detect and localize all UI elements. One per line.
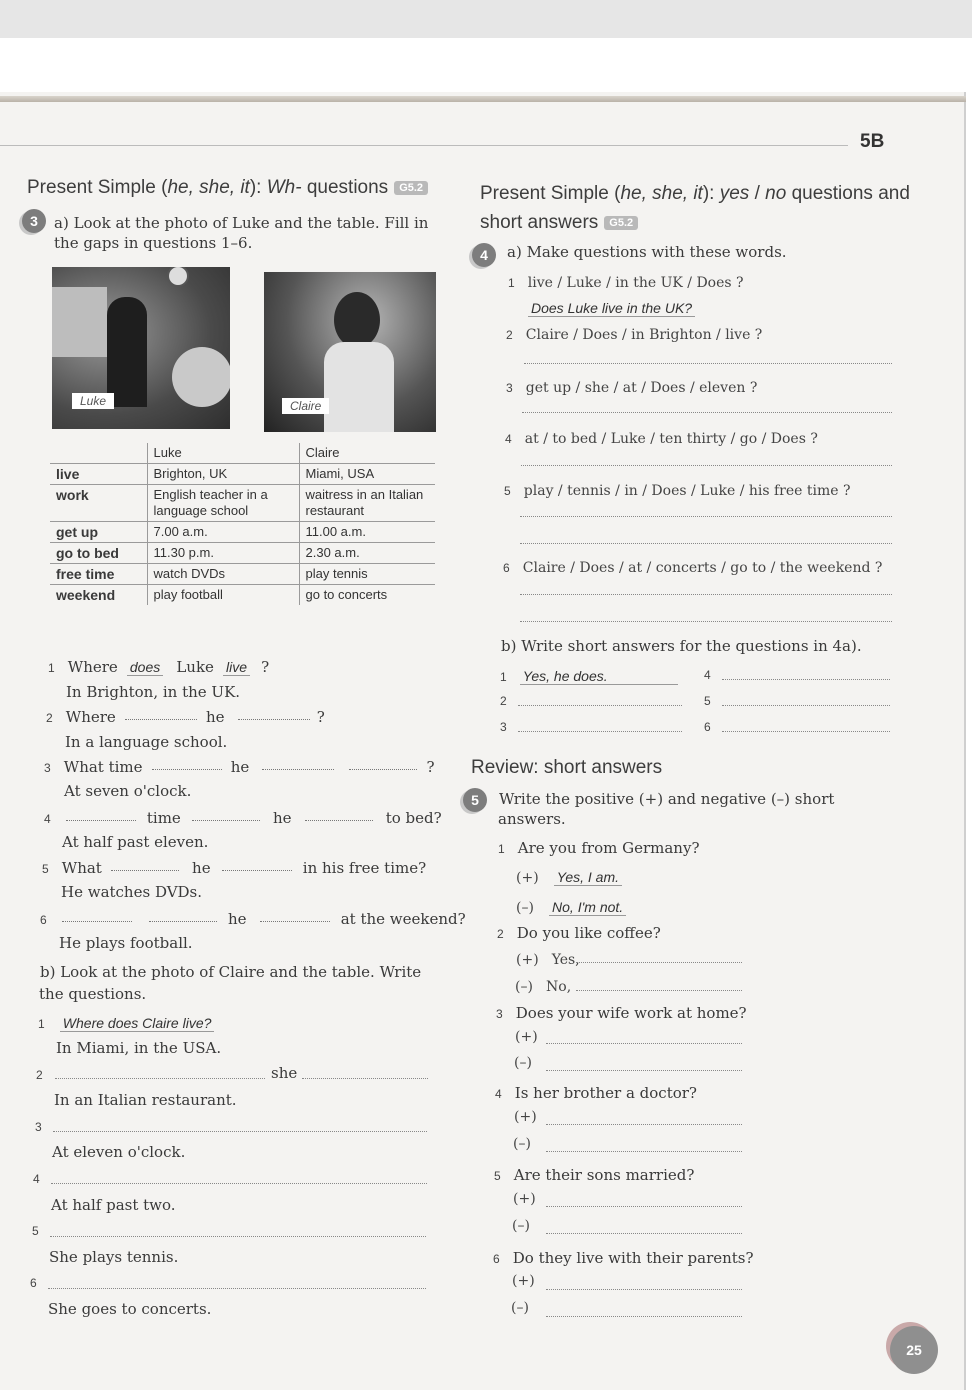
negative-marker: (–) [513, 1136, 531, 1152]
ex5-negative-row [516, 897, 626, 916]
q-number: 5 [704, 694, 711, 708]
photo-body [324, 342, 394, 432]
q-text: Do you like coffee? [516, 924, 661, 942]
answer-blank[interactable] [305, 820, 373, 821]
q-number: 4 [33, 1172, 40, 1186]
ex3b-a1: In Miami, in the USA. [56, 1039, 222, 1057]
ex3b-instruction-line2: the questions. [39, 985, 147, 1003]
table-cell-luke: play football [147, 585, 299, 606]
table-row [50, 464, 435, 485]
table-row [50, 522, 435, 543]
info-table [50, 443, 435, 605]
q-word: he [230, 758, 250, 776]
q-answer[interactable]: Where does Claire live? [60, 1015, 215, 1032]
ex3b-a4: At half past two. [51, 1196, 176, 1214]
answer-blank[interactable] [518, 705, 682, 706]
q-prompt: Claire / Does / in Brighton / live ? [525, 327, 763, 343]
q-prompt: live / Luke / in the UK / Does ? [527, 275, 744, 291]
table-row [50, 585, 435, 606]
q-answer[interactable]: does [127, 659, 163, 676]
table-cell-luke: 11.30 p.m. [147, 543, 299, 564]
title-text-it: he, she, it [620, 183, 703, 204]
ex3b-a3: At eleven o'clock. [52, 1143, 186, 1161]
q-number: 4 [704, 668, 711, 682]
q-number: 4 [495, 1087, 502, 1101]
q-number: 2 [46, 711, 53, 725]
q-text: Are you from Germany? [517, 839, 700, 857]
ex3a-a6: He plays football. [59, 934, 193, 952]
negative-marker: (–) [516, 900, 534, 916]
q-number: 5 [42, 862, 49, 876]
positive-marker: (+) [513, 1191, 536, 1207]
ex3b-q1 [38, 1013, 214, 1032]
positive-marker: (+) [514, 1109, 537, 1125]
table-header-luke: Luke [147, 443, 299, 464]
positive-marker: (+) [516, 870, 539, 886]
title-text-it3: no [765, 183, 787, 204]
table-row-label: live [50, 464, 147, 485]
title-text-it2: yes [719, 183, 750, 204]
ex5-question [495, 1083, 697, 1102]
ex3a-q1 [48, 657, 269, 676]
answer-blank[interactable] [66, 820, 136, 821]
answer-prefix: Yes, [551, 952, 580, 968]
table-row-label: weekend [50, 585, 147, 606]
unit-label: 5B [860, 131, 885, 152]
q-number: 3 [44, 761, 51, 775]
table-cell-claire: 11.00 a.m. [299, 522, 435, 543]
q-number: 6 [30, 1276, 37, 1290]
right-section-title-line2 [480, 212, 638, 234]
q-number: 3 [500, 720, 507, 734]
title-text-post: questions [301, 177, 389, 198]
answer-blank[interactable] [349, 769, 417, 770]
answer-blank[interactable] [546, 1316, 742, 1317]
q-end: ? [316, 708, 325, 726]
ex5-question [496, 1003, 747, 1022]
ex5-question [497, 923, 661, 942]
answer-blank[interactable] [62, 921, 132, 922]
title-text-slash: / [749, 183, 766, 204]
page-top-rule [0, 96, 966, 102]
ex3b-a5: She plays tennis. [49, 1248, 179, 1266]
answer-blank[interactable] [546, 1043, 742, 1044]
q-prompt: Claire / Does / at / concerts / go to / the weekend ? [522, 560, 883, 576]
table-cell-claire: 2.30 a.m. [299, 543, 435, 564]
answer-blank[interactable] [111, 870, 179, 871]
grammar-ref-badge[interactable]: G5.2 [604, 216, 638, 230]
ex3a-a4: At half past eleven. [62, 833, 209, 851]
ex5-question [498, 838, 699, 857]
negative-marker: (–) [511, 1300, 529, 1316]
q-prompt: at / to bed / Luke / ten thirty / go / Does ? [524, 431, 818, 447]
answer-blank[interactable] [522, 412, 892, 413]
ex4a-item [506, 324, 762, 343]
header-rule [0, 145, 848, 146]
ex3a-a5: He watches DVDs. [61, 883, 203, 901]
answer-blank[interactable] [546, 1124, 742, 1125]
table-row-label: get up [50, 522, 147, 543]
photo-person [334, 292, 380, 348]
q-answer[interactable]: Yes, he does. [520, 668, 678, 685]
q-end: ? [261, 658, 270, 676]
q-word: What [61, 859, 102, 877]
q-answer[interactable]: Does Luke live in the UK? [528, 300, 695, 317]
q-number: 6 [40, 913, 47, 927]
answer-blank[interactable] [520, 594, 892, 595]
answer-blank[interactable] [520, 621, 892, 622]
ex3a-a1: In Brighton, in the UK. [66, 683, 241, 701]
answer-blank[interactable] [546, 1206, 742, 1207]
table-cell-luke: 7.00 a.m. [147, 522, 299, 543]
table-row [50, 485, 435, 522]
q-number: 1 [48, 661, 55, 675]
photo-clock [167, 267, 189, 287]
photo-caption-luke: Luke [72, 393, 114, 409]
ex5-instruction-line2: answers. [498, 810, 566, 828]
q-number: 1 [38, 1017, 45, 1031]
answer-blank[interactable] [722, 731, 890, 732]
ex3a-q6 [40, 909, 466, 928]
q-word: to bed? [385, 809, 442, 827]
q-number: 2 [36, 1068, 43, 1082]
table-cell-luke: English teacher in a language school [147, 485, 299, 522]
q-number: 2 [506, 328, 513, 342]
q-number: 5 [32, 1224, 39, 1238]
q-end: ? [426, 758, 435, 776]
answer-blank[interactable] [546, 1070, 742, 1071]
q-word: he [227, 910, 247, 928]
title-text-pre: Present Simple ( [480, 183, 621, 204]
answer-blank[interactable] [48, 1288, 426, 1289]
ex3a-q3 [44, 757, 435, 776]
answer-blank[interactable] [576, 990, 742, 991]
positive-marker: (+) [516, 952, 539, 968]
answer-blank[interactable] [238, 719, 310, 720]
q-number: 6 [503, 561, 510, 575]
photo-window [52, 287, 107, 357]
scan-top-band [0, 0, 972, 38]
photo-person [107, 297, 147, 407]
ex3a-a2: In a language school. [65, 733, 228, 751]
q-number: 3 [496, 1007, 503, 1021]
title-text-it: he, she, it [167, 177, 250, 198]
ex4a-item [505, 428, 818, 447]
q-word: Where [67, 658, 118, 676]
title-text-pre: Present Simple ( [27, 177, 168, 198]
exercise-number: 3 [22, 209, 46, 233]
photo-head [172, 347, 230, 407]
title-text-post: questions and [786, 183, 910, 204]
table-cell-claire: waitress in an Italian restaurant [299, 485, 435, 522]
q-word: in his free time? [302, 859, 427, 877]
title-text-it2: Wh- [266, 177, 302, 198]
q-number: 4 [44, 812, 51, 826]
answer-blank[interactable] [520, 543, 892, 544]
ex4b-instruction: b) Write short answers for the questions in 4a). [501, 637, 862, 655]
table-corner [50, 443, 147, 464]
title-text-mid: ): [249, 177, 267, 198]
q-number: 1 [500, 670, 507, 684]
q-word: time [146, 809, 181, 827]
q-text: Are their sons married? [513, 1166, 695, 1184]
q-number: 6 [704, 720, 711, 734]
answer-blank[interactable] [722, 679, 890, 680]
answer-blank[interactable] [55, 1078, 265, 1079]
ex3a-q5 [42, 858, 426, 877]
q-number: 1 [508, 276, 515, 290]
ex3a-q2 [46, 707, 325, 726]
q-number: 2 [500, 694, 507, 708]
ex3a-a3: At seven o'clock. [64, 782, 192, 800]
q-word: What time [63, 758, 143, 776]
q-word: he [192, 859, 211, 877]
ex5-negative-row [515, 976, 571, 995]
answer-blank[interactable] [521, 465, 892, 466]
q-number: 2 [497, 927, 504, 941]
title-text-mid: ): [702, 183, 720, 204]
exercise-number: 4 [472, 243, 496, 267]
answer-blank[interactable] [152, 769, 222, 770]
answer-blank[interactable] [520, 516, 892, 517]
q-prompt: play / tennis / in / Does / Luke / his free time ? [523, 483, 851, 499]
q-answer[interactable]: No, I'm not. [549, 899, 626, 916]
positive-marker: (+) [512, 1273, 535, 1289]
ex4a-item [506, 377, 757, 396]
table-row-label: work [50, 485, 147, 522]
q-word: he [205, 708, 225, 726]
q-number: 5 [494, 1169, 501, 1183]
answer-blank[interactable] [302, 1078, 428, 1079]
table-row-label: go to bed [50, 543, 147, 564]
answer-blank[interactable] [51, 1183, 427, 1184]
answer-blank[interactable] [722, 705, 890, 706]
ex4a-item [504, 480, 851, 499]
table-cell-luke: watch DVDs [147, 564, 299, 585]
ex3a-instruction-line2: the gaps in questions 1–6. [54, 234, 253, 252]
table-cell-claire: go to concerts [305, 587, 388, 602]
q-number: 3 [35, 1120, 42, 1134]
q-number: 5 [504, 484, 511, 498]
review-title: Review: short answers [471, 757, 663, 778]
negative-marker: (–) [514, 1055, 532, 1071]
q-answer[interactable]: live [223, 659, 250, 676]
positive-marker: (+) [515, 1029, 538, 1045]
ex5-positive-row [516, 867, 622, 886]
q-word: he [273, 809, 292, 827]
table-header-claire: Claire [299, 443, 435, 464]
ex5-instruction-line1: Write the positive (+) and negative (–) short [499, 790, 835, 808]
ex4a-item [508, 272, 744, 291]
q-prompt: get up / she / at / Does / eleven ? [525, 380, 758, 396]
negative-marker: (–) [512, 1218, 530, 1234]
answer-blank[interactable] [546, 1289, 742, 1290]
q-answer[interactable]: Yes, I am. [554, 869, 622, 886]
negative-marker: (–) [515, 979, 533, 995]
answer-blank[interactable] [262, 769, 334, 770]
exercise-number: 5 [463, 788, 487, 812]
ex4a-answer-1 [528, 298, 695, 317]
table-header-row [50, 443, 435, 464]
table-row [50, 564, 435, 585]
table-cell-claire: Miami, USA [299, 464, 435, 485]
photo-caption-claire: Claire [282, 398, 329, 414]
q-word: at the weekend? [340, 910, 466, 928]
answer-blank[interactable] [546, 1151, 742, 1152]
answer-blank[interactable] [546, 1233, 742, 1234]
ex4a-item [503, 557, 882, 576]
q-text: Does your wife work at home? [515, 1004, 747, 1022]
answer-blank[interactable] [50, 1236, 426, 1237]
answer-blank[interactable] [260, 921, 330, 922]
title-text-line2: short answers [480, 212, 599, 233]
ex5-question [494, 1165, 694, 1184]
table-cell-claire: play tennis [299, 564, 435, 585]
grammar-ref-badge[interactable]: G5.2 [394, 181, 428, 195]
q-word: she [271, 1064, 298, 1082]
ex3b-instruction-line1: b) Look at the photo of Claire and the table. Write [40, 963, 422, 981]
answer-blank[interactable] [576, 962, 742, 963]
table-cell-luke: Brighton, UK [147, 464, 299, 485]
q-number: 3 [506, 381, 513, 395]
q-text: Do they live with their parents? [512, 1249, 754, 1267]
page-number-badge: 25 [890, 1326, 938, 1374]
ex3b-a2: In an Italian restaurant. [54, 1091, 237, 1109]
answer-blank[interactable] [125, 719, 197, 720]
q-text: Is her brother a doctor? [514, 1084, 697, 1102]
right-section-title [480, 183, 910, 205]
ex4a-instruction: a) Make questions with these words. [507, 243, 787, 261]
q-word: Luke [176, 658, 214, 676]
ex3b-a6: She goes to concerts. [48, 1300, 212, 1318]
photo-luke [52, 267, 230, 429]
answer-blank[interactable] [518, 731, 682, 732]
answer-blank[interactable] [222, 870, 292, 871]
answer-blank[interactable] [192, 820, 260, 821]
answer-blank[interactable] [53, 1131, 427, 1132]
ex5-positive-row [516, 949, 580, 968]
table-row [50, 543, 435, 564]
answer-prefix: No, [546, 979, 572, 995]
ex5-question [493, 1248, 754, 1267]
q-word: Where [65, 708, 116, 726]
answer-blank[interactable] [149, 921, 217, 922]
q-number: 6 [493, 1252, 500, 1266]
table-row-label: free time [50, 564, 147, 585]
ex3a-q4 [44, 808, 442, 827]
answer-blank[interactable] [524, 363, 892, 364]
ex3a-instruction-line1: a) Look at the photo of Luke and the table. Fill in [54, 214, 429, 232]
ex4b-item [500, 666, 678, 685]
q-number: 1 [498, 842, 505, 856]
left-section-title [27, 177, 428, 199]
photo-claire [264, 272, 436, 432]
q-number: 4 [505, 432, 512, 446]
